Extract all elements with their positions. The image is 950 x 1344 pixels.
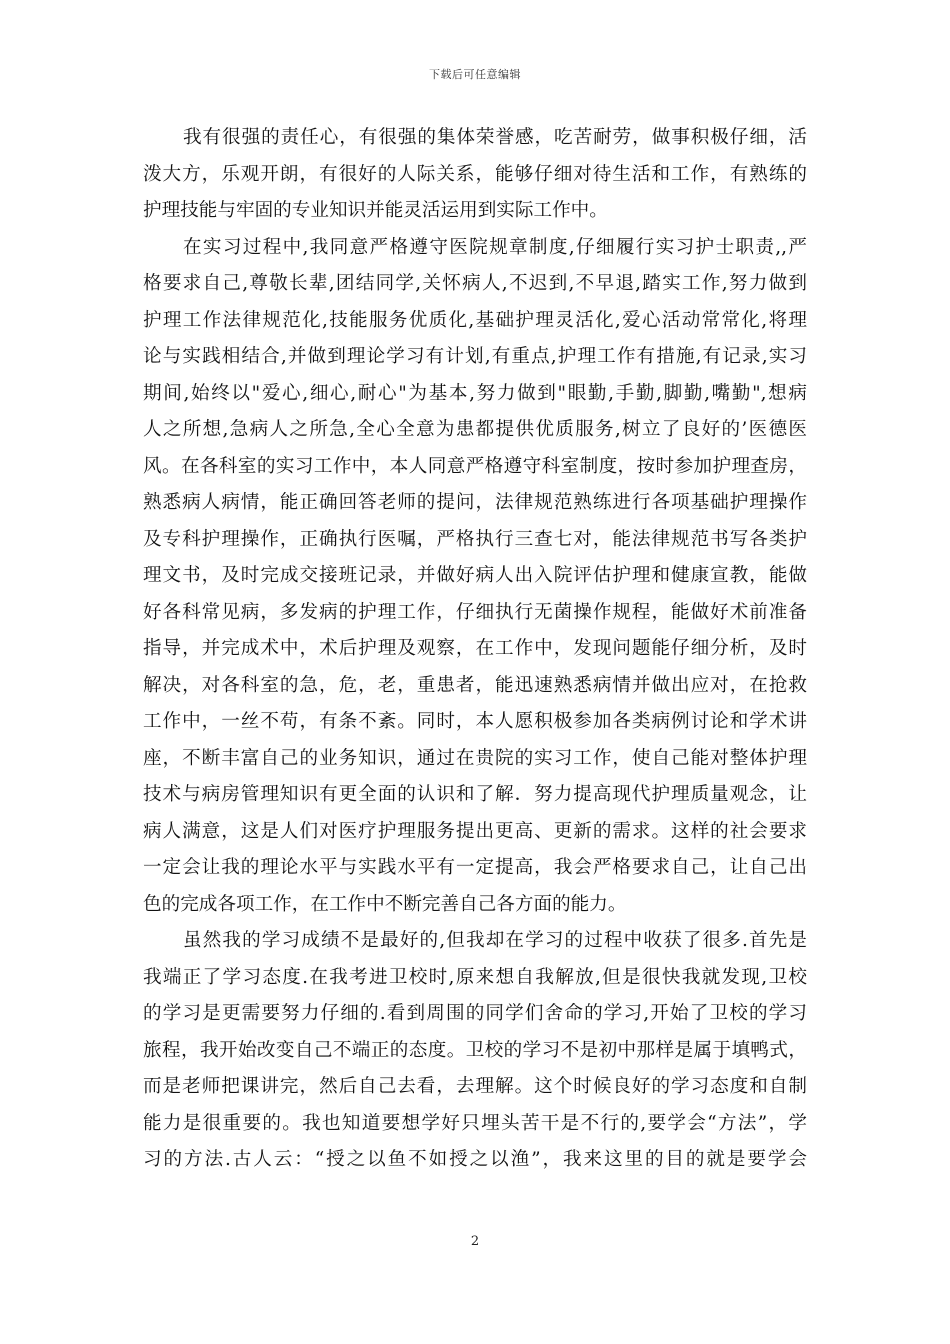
text-line: 风。在各科室的实习工作中，本人同意严格遵守科室制度，按时参加护理查房， bbox=[143, 455, 807, 477]
document-body bbox=[143, 120, 807, 1179]
text-line: 期间,始终以"爱心,细心,耐心"为基本,努力做到"眼勤,手勤,脚勤,嘴勤",想病 bbox=[143, 382, 807, 404]
page-number: 2 bbox=[470, 1234, 480, 1249]
paragraph-1 bbox=[143, 120, 807, 230]
text-line: 的学习是更需要努力仔细的.看到周围的同学们舍命的学习,开始了卫校的学习 bbox=[143, 1003, 807, 1024]
text-line: 能力是很重要的。我也知道要想学好只埋头苦干是不行的,要学会“方法”，学 bbox=[143, 1112, 807, 1134]
text-line: 好各科常见病，多发病的护理工作，仔细执行无菌操作规程，能做好术前准备 bbox=[143, 601, 807, 623]
paragraph-2 bbox=[143, 230, 807, 924]
text-line: 我端正了学习态度.在我考进卫校时,原来想自我解放,但是很快我就发现,卫校 bbox=[143, 966, 807, 988]
text-line: 指导，并完成术中，术后护理及观察，在工作中，发现问题能仔细分析，及时 bbox=[143, 638, 807, 659]
text-line: 座，不断丰富自己的业务知识，通过在贵院的实习工作，使自己能对整体护理 bbox=[143, 747, 807, 769]
text-line: 工作中，一丝不苟，有条不紊。同时，本人愿积极参加各类病例讨论和学术讲 bbox=[143, 711, 807, 732]
text-line: 护理技能与牢固的专业知识并能灵活运用到实际工作中。 bbox=[143, 200, 608, 221]
text-line: 在实习过程中,我同意严格遵守医院规章制度,仔细履行实习护士职责,,严 bbox=[183, 236, 807, 258]
page-header: 下载后可任意编辑 bbox=[429, 68, 521, 81]
text-line: 而是老师把课讲完，然后自己去看，去理解。这个时候良好的学习态度和自制 bbox=[143, 1076, 807, 1097]
text-line: 我有很强的责任心，有很强的集体荣誉感，吃苦耐劳，做事积极仔细，活 bbox=[183, 127, 807, 148]
text-line: 论与实践相结合,并做到理论学习有计划,有重点,护理工作有措施,有记录,实习 bbox=[143, 346, 807, 367]
text-line: 旅程，我开始改变自己不端正的态度。卫校的学习不是初中那样是属于填鸭式， bbox=[143, 1039, 807, 1061]
text-line: 技术与病房管理知识有更全面的认识和了解．努力提高现代护理质量观念，让 bbox=[143, 784, 807, 805]
text-line: 病人满意，这是人们对医疗护理服务提出更高、更新的需求。这样的社会要求 bbox=[143, 820, 807, 842]
paragraph-3 bbox=[143, 923, 807, 1179]
text-line: 解决，对各科室的急，危，老，重患者，能迅速熟悉病情并做出应对，在抢救 bbox=[143, 674, 807, 696]
text-line: 色的完成各项工作，在工作中不断完善自己各方面的能力。 bbox=[143, 893, 627, 915]
text-line: 理文书，及时完成交接班记录，并做好病人出入院评估护理和健康宣教，能做 bbox=[143, 565, 807, 586]
text-line: 及专科护理操作，正确执行医嘱，严格执行三查七对，能法律规范书写各类护 bbox=[143, 528, 807, 550]
text-line: 熟悉病人病情，能正确回答老师的提问，法律规范熟练进行各项基础护理操作 bbox=[143, 492, 807, 513]
text-line: 护理工作法律规范化,技能服务优质化,基础护理灵活化,爱心活动常常化,将理 bbox=[143, 309, 807, 331]
text-line: 人之所想,急病人之所急,全心全意为患都提供优质服务,树立了良好的’医德医 bbox=[143, 419, 807, 440]
text-line: 习的方法.古人云：“授之以鱼不如授之以渔”，我来这里的目的就是要学会 bbox=[143, 1149, 807, 1170]
text-line: 格要求自己,尊敬长辈,团结同学,关怀病人,不迟到,不早退,踏实工作,努力做到 bbox=[143, 273, 807, 294]
text-line: 泼大方，乐观开朗，有很好的人际关系，能够仔细对待生活和工作，有熟练的 bbox=[143, 163, 807, 185]
text-line: 虽然我的学习成绩不是最好的,但我却在学习的过程中收获了很多.首先是 bbox=[183, 930, 807, 951]
text-line: 一定会让我的理论水平与实践水平有一定提高，我会严格要求自己，让自己出 bbox=[143, 857, 807, 878]
